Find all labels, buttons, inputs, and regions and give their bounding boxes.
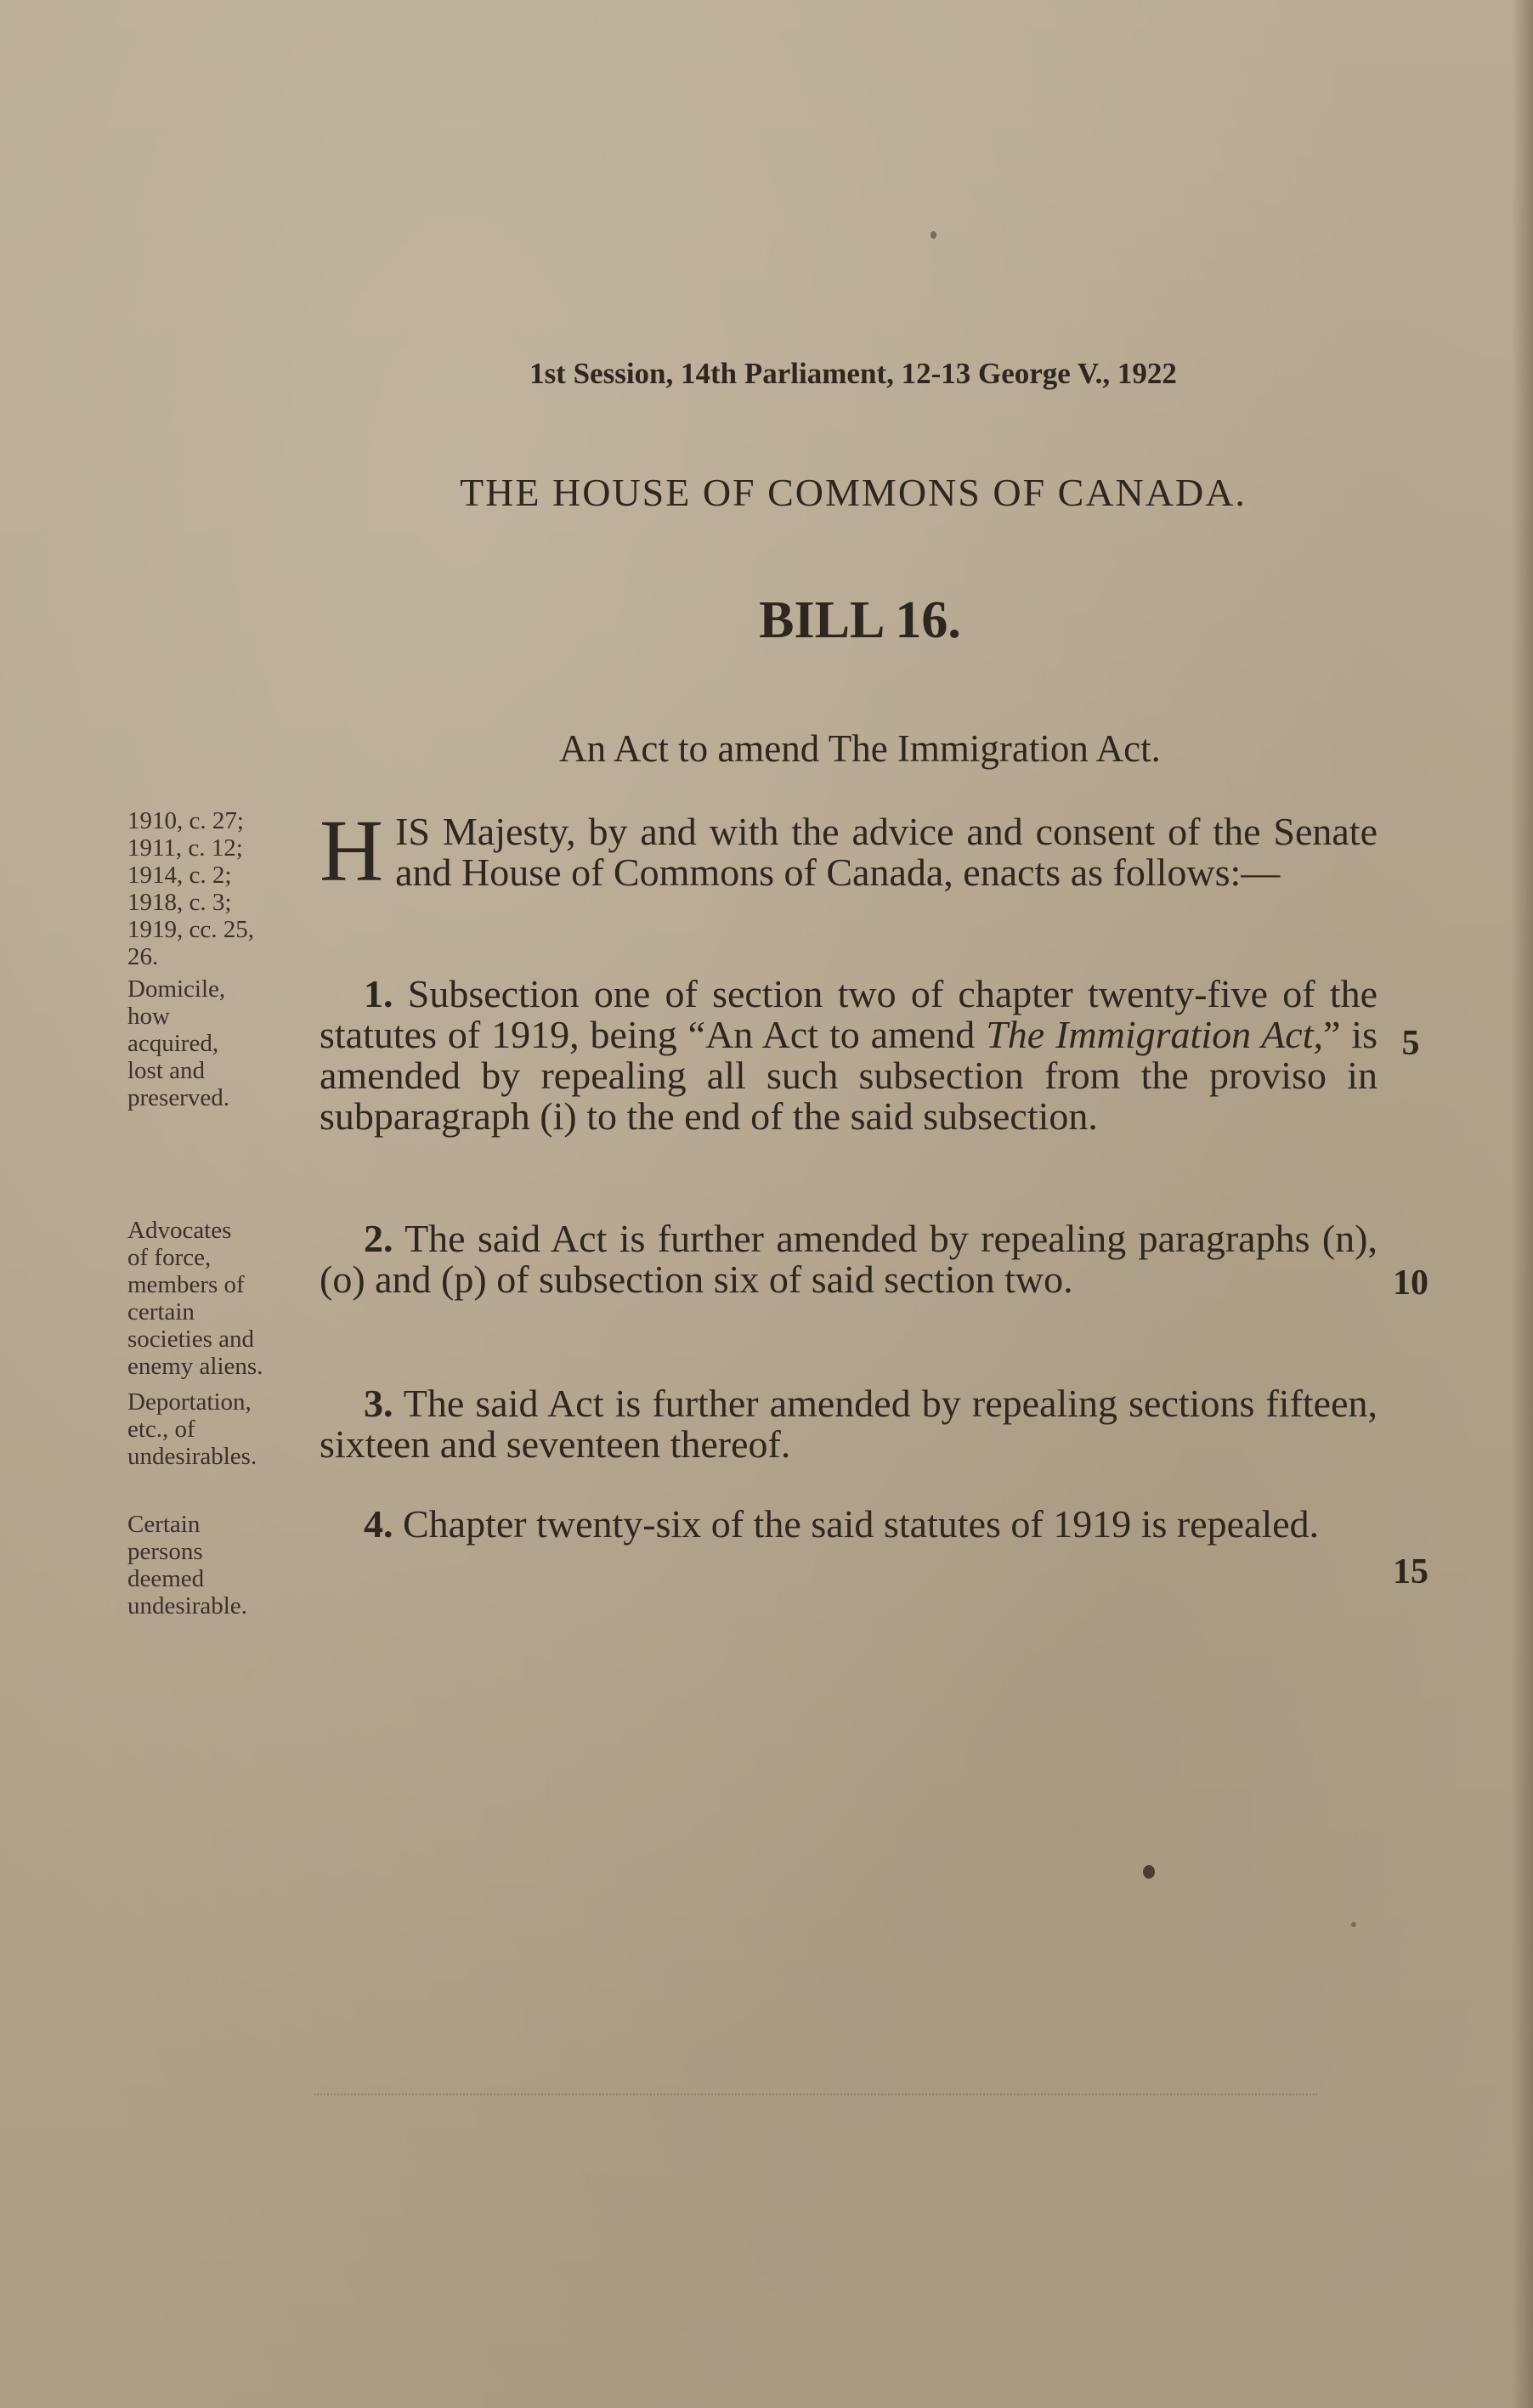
preamble-body: IS Majesty, by and with the advice and consent of the Senate and House of Commons of Canada, enacts as follows:— xyxy=(395,810,1377,894)
section-body: Subsection one of section two of chapter twenty-five of the statutes of 1919, being “An Act to amend xyxy=(320,972,1378,1056)
margin-note-section-3 xyxy=(127,1388,323,1470)
section-italic: The Immigration Act, xyxy=(986,1013,1323,1056)
margin-note-line: 1919, cc. 25, xyxy=(127,916,254,943)
drop-cap: H xyxy=(320,802,384,900)
margin-note-line: lost and xyxy=(127,1057,206,1084)
margin-note-line: Advocates xyxy=(127,1217,232,1244)
margin-note-preamble xyxy=(127,807,323,970)
ink-speck xyxy=(931,231,936,239)
section-number: 2. xyxy=(364,1217,393,1260)
ink-speck xyxy=(1351,1922,1356,1927)
act-title: An Act to amend The Immigration Act. xyxy=(559,727,1161,770)
section-2-text xyxy=(320,1218,1377,1300)
margin-note-section-1 xyxy=(127,975,323,1111)
margin-note-line: Domicile, xyxy=(127,975,226,1003)
ink-speck xyxy=(1143,1865,1155,1879)
section-number: 4. xyxy=(364,1502,393,1546)
line-number-15: 15 xyxy=(1393,1552,1428,1591)
section-body: The said Act is further amended by repealing paragraphs (n), (o) and (p) of subsection six of said section two. xyxy=(320,1217,1377,1301)
margin-note-line: 26. xyxy=(127,943,159,970)
margin-note-section-2 xyxy=(127,1217,323,1380)
line-number-5: 5 xyxy=(1401,1024,1420,1063)
line-number-10: 10 xyxy=(1393,1263,1428,1303)
margin-note-line: members of xyxy=(127,1271,245,1298)
section-body: Chapter twenty-six of the said statutes of 1919 is repealed. xyxy=(403,1502,1320,1546)
section-body: The said Act is further amended by repealing sections fifteen, sixteen and seventeen thereof. xyxy=(320,1382,1377,1466)
section-3-text xyxy=(320,1383,1377,1465)
margin-note-line: Certain xyxy=(127,1511,201,1538)
margin-note-line: deemed xyxy=(127,1565,205,1592)
section-number: 3. xyxy=(364,1382,393,1425)
margin-note-line: undesirable. xyxy=(127,1592,247,1619)
margin-note-line: 1914, c. 2; xyxy=(127,862,232,889)
margin-note-line: etc., of xyxy=(127,1416,195,1443)
bill-number: BILL 16. xyxy=(759,591,961,649)
session-heading: 1st Session, 14th Parliament, 12-13 George V., 1922 xyxy=(529,357,1177,390)
margin-note-line: persons xyxy=(127,1538,203,1565)
house-heading: THE HOUSE OF COMMONS OF CANADA. xyxy=(460,471,1247,514)
margin-note-section-4 xyxy=(127,1511,323,1619)
margin-note-line: how xyxy=(127,1003,170,1030)
margin-note-line: undesirables. xyxy=(127,1443,257,1470)
section-body: ” is amended by repealing all such subsection from the proviso in subparagraph (i) to the end of the said subsection. xyxy=(320,1013,1377,1138)
section-1-text xyxy=(320,974,1377,1137)
margin-note-line: societies and xyxy=(127,1326,254,1353)
margin-note-line: 1911, c. 12; xyxy=(127,834,243,862)
margin-note-line: preserved. xyxy=(127,1084,229,1111)
preamble-text xyxy=(320,802,1377,900)
margin-note-line: Deportation, xyxy=(127,1388,252,1416)
faint-dotted-rule xyxy=(314,2094,1317,2095)
margin-note-line: acquired, xyxy=(127,1030,219,1057)
section-number: 1. xyxy=(364,972,393,1015)
margin-note-line: 1910, c. 27; xyxy=(127,807,244,834)
margin-note-line: 1918, c. 3; xyxy=(127,889,232,916)
margin-note-line: enemy aliens. xyxy=(127,1353,263,1380)
margin-note-line: of force, xyxy=(127,1244,212,1271)
margin-note-line: certain xyxy=(127,1298,195,1326)
section-4-text xyxy=(320,1504,1377,1545)
